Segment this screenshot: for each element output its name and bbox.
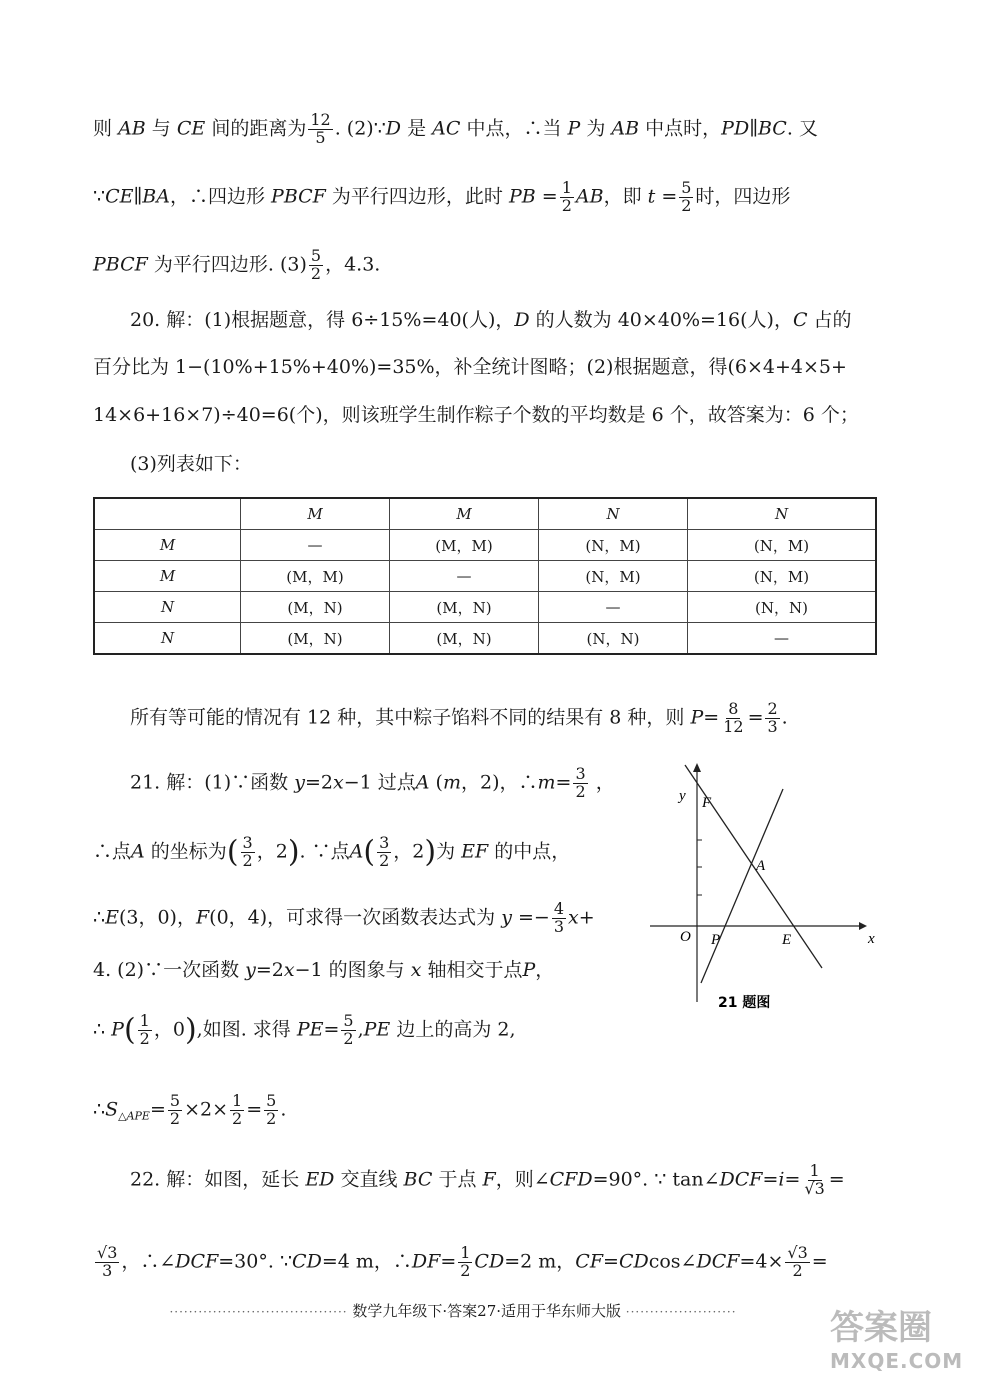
page-footer bbox=[93, 1300, 813, 1321]
x-axis-arrow bbox=[859, 922, 867, 930]
p19-line-3: PBCF 为平行四边形. (3) $\frac{5}{2}$ ，4.3. bbox=[93, 246, 381, 283]
p22-line-2: $\frac{√3}{3}$ ，∴∠DCF=30°. ∵CD=4 m，∴DF= $\frac{1}{2}$ CD=2 m，CF=CDcos∠DCF=4× $\frac{√3}{2}$ = bbox=[97, 1243, 828, 1280]
p21-line-5: ∴ P( $\frac{1}{2}$ ，0),如图. 求得 PE= $\frac{5}{2}$ ,PE 边上的高为 2, bbox=[93, 1011, 516, 1048]
table-header-cell: M bbox=[390, 498, 539, 530]
function-graph bbox=[645, 757, 890, 1017]
fraction: $\frac{1}{2}$ bbox=[561, 178, 572, 215]
fraction: $\frac{8}{12}$ bbox=[723, 699, 744, 736]
point-f-label: F bbox=[702, 795, 712, 811]
outcome-table bbox=[93, 497, 877, 655]
table-cell: (M，N) bbox=[241, 623, 390, 655]
point-a-label: A bbox=[756, 858, 766, 874]
table-row bbox=[94, 623, 876, 655]
p20-line-1: 20. 解：(1)根据题意，得 6÷15%=40(人)，D 的人数为 40×40%=16(人)，C 占的 bbox=[130, 309, 852, 331]
table-cell: (M，N) bbox=[390, 623, 539, 655]
fraction: $\frac{5}{2}$ bbox=[681, 178, 692, 215]
p20-line-5: 所有等可能的情况有 12 种，其中粽子馅料不同的结果有 8 种，则 P= $\frac{8}{12}$ = $\frac{2}{3}$ . bbox=[130, 699, 788, 736]
table-row-label: M bbox=[94, 530, 241, 561]
p21-line-2: ∴点A 的坐标为( $\frac{3}{2}$ ，2). ∵点A( $\frac{3}{2}$ ，2)为 EF 的中点， bbox=[93, 833, 571, 870]
table-cell: (N，M) bbox=[688, 561, 877, 592]
y-axis-arrow bbox=[693, 763, 701, 772]
fraction: $\frac{1}{√3}$ bbox=[804, 1161, 825, 1198]
table-header-row bbox=[94, 498, 876, 530]
p20-line-3: 14×6+16×7)÷40=6(个)，则该班学生制作粽子个数的平均数是 6 个，故答案为：6 个； bbox=[93, 404, 859, 426]
table-row bbox=[94, 530, 876, 561]
table-cell: — bbox=[539, 592, 688, 623]
table-cell: — bbox=[241, 530, 390, 561]
table-header-cell: M bbox=[241, 498, 390, 530]
footer-dots: ······················· bbox=[625, 1305, 737, 1319]
x-axis-label: x bbox=[868, 931, 875, 947]
fraction: $\frac{3}{2}$ bbox=[575, 764, 586, 801]
p20-line-4: (3)列表如下： bbox=[130, 453, 252, 475]
watermark-logo bbox=[830, 1300, 963, 1373]
table-cell: (N，N) bbox=[688, 592, 877, 623]
watermark-url: MXQE.COM bbox=[830, 1349, 964, 1373]
table-cell: (N，N) bbox=[539, 623, 688, 655]
table-cell: (N，M) bbox=[688, 530, 877, 561]
fraction: $\frac{3}{2}$ bbox=[379, 833, 390, 870]
fraction: $\frac{1}{2}$ bbox=[232, 1091, 243, 1128]
fraction: $\frac{5}{2}$ bbox=[310, 246, 322, 283]
table-header-cell: N bbox=[539, 498, 688, 530]
table-cell: (M，N) bbox=[241, 592, 390, 623]
p21-line-1: 21. 解：(1)∵函数 y=2x−1 过点A (m，2)，∴m= $\frac{3}{2}$ ， bbox=[130, 764, 615, 801]
fraction: $\frac{√3}{3}$ bbox=[97, 1243, 118, 1280]
table-cell: (M，N) bbox=[390, 592, 539, 623]
p21-line-3: ∴E(3，0)，F(0，4)，可求得一次函数表达式为 y =− $\frac{4}{3}$ x+ bbox=[93, 899, 595, 936]
fraction: $\frac{1}{2}$ bbox=[460, 1243, 471, 1280]
footer-dots: ····································· bbox=[169, 1305, 348, 1319]
figure-caption: 21 题图 bbox=[718, 995, 771, 1011]
table-row bbox=[94, 592, 876, 623]
fraction: $\frac{5}{2}$ bbox=[169, 1091, 181, 1128]
fraction: $\frac{√3}{2}$ bbox=[787, 1243, 808, 1280]
p21-line-4: 4. (2)∵一次函数 y=2x−1 的图象与 x 轴相交于点P， bbox=[93, 959, 555, 981]
table-row-label: N bbox=[94, 592, 241, 623]
table-cell: — bbox=[390, 561, 539, 592]
fraction: $\frac{5}{2}$ bbox=[266, 1091, 277, 1128]
p22-line-1: 22. 解：如图，延长 ED 交直线 BC 于点 F，则∠CFD=90°. ∵ tan∠DCF=i= $\frac{1}{√3}$ = bbox=[130, 1161, 845, 1198]
fraction: $\frac{4}{3}$ bbox=[553, 899, 565, 936]
line-y-2x-1 bbox=[701, 789, 783, 983]
p21-line-6: $\therefore S_{\triangle APE}=$ $\frac{5}{2}$ ×2× $\frac{1}{2}$ = $\frac{5}{2}$ . bbox=[93, 1091, 287, 1128]
point-p-label: P bbox=[711, 932, 721, 948]
table-cell: (M，M) bbox=[241, 561, 390, 592]
p20-line-2: 百分比为 1−(10%+15%+40%)=35%，补全统计图略；(2)根据题意，得(6×4+4×5+ bbox=[93, 356, 847, 378]
table-header-cell bbox=[94, 498, 241, 530]
table-row-label: N bbox=[94, 623, 241, 655]
footer-text: 数学九年级下·答案27·适用于华东师大版 bbox=[352, 1302, 622, 1320]
fraction: $\frac{5}{2}$ bbox=[343, 1011, 354, 1048]
fraction: $\frac{12}{5}$ bbox=[310, 110, 331, 147]
table-cell: (N，M) bbox=[539, 561, 688, 592]
fraction: $\frac{3}{2}$ bbox=[242, 833, 253, 870]
p19-line-1: 则 AB 与 CE 间的距离为 $\frac{12}{5}$ . (2)∵D 是 AC 中点，∴当 P 为 AB 中点时，PD∥BC. 又 bbox=[93, 110, 818, 147]
point-e-label: E bbox=[782, 932, 792, 948]
p19-line-2: ∵CE∥BA，∴四边形 PBCF 为平行四边形，此时 PB = $\frac{1}{2}$ AB，即 t = $\frac{5}{2}$ 时，四边形 bbox=[93, 178, 791, 215]
table-row bbox=[94, 561, 876, 592]
fraction: $\frac{2}{3}$ bbox=[767, 699, 778, 736]
table-row-label: M bbox=[94, 561, 241, 592]
table-cell: (N，M) bbox=[539, 530, 688, 561]
watermark-title: 答案圈 bbox=[830, 1308, 932, 1348]
origin-label: O bbox=[680, 929, 691, 945]
fraction: $\frac{1}{2}$ bbox=[139, 1011, 150, 1048]
table-header-cell: N bbox=[688, 498, 877, 530]
table-cell: (M，M) bbox=[390, 530, 539, 561]
y-axis-label: y bbox=[679, 788, 686, 804]
table-cell: — bbox=[688, 623, 877, 655]
